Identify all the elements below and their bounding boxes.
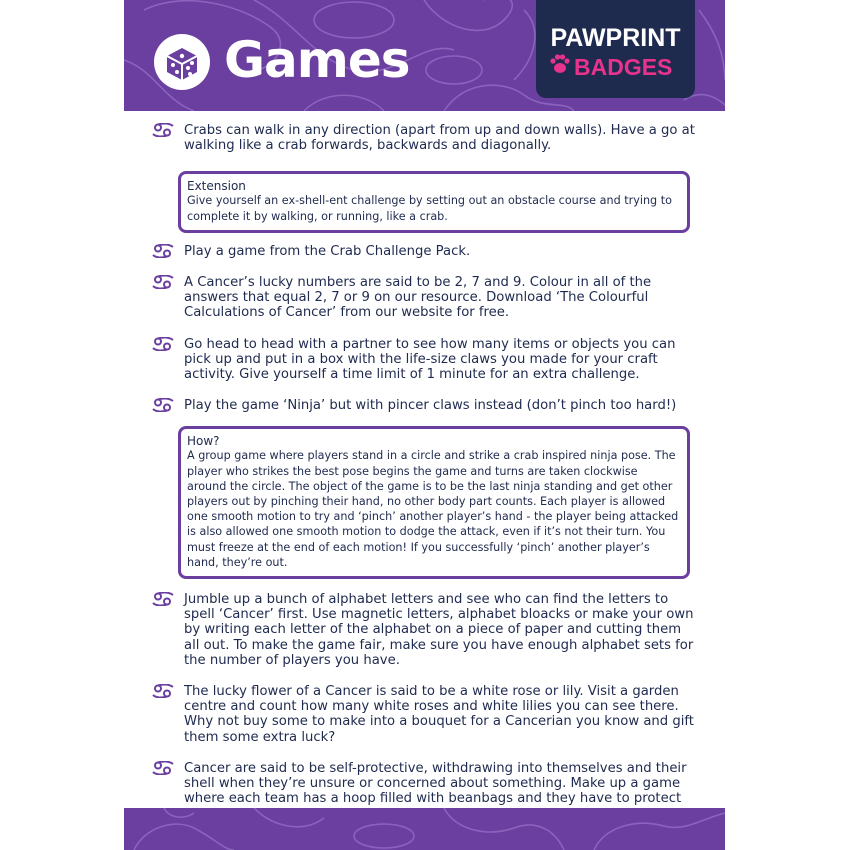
item-text: A Cancer’s lucky numbers are said to be 2, 7 and 9. Colour in all of the answers that equal 2, 7 or 9 on our resource. Download ‘The Colourful Calculations of Cancer’ from our website for free.	[184, 275, 652, 321]
brand-name-top: PAWPRINT	[550, 24, 681, 52]
cancer-symbol-icon	[152, 123, 174, 137]
cancer-symbol-icon	[152, 398, 174, 412]
list-item	[152, 337, 700, 383]
crab-pattern-decoration	[124, 808, 725, 850]
list-item	[152, 275, 700, 321]
list-item	[152, 398, 700, 413]
box-text: A group game where players stand in a circle and strike a crab inspired ninja pose. The player who strikes the best pose begins the game and turns are taken clockwise around the circle. The object of the game is to be the last ninja standing and get other players out by pinching their hand, no other body part counts. Each player is allowed one smooth motion to try and ‘pinch’ another player’s hand - the player being attacked is also allowed one smooth motion to dodge the attack, even if it’s not their turn. You must freeze at the end of each motion! If you successfully ‘pinch’ another player’s hand, they’re out.	[187, 449, 679, 569]
list-item	[152, 592, 700, 668]
paw-icon	[549, 53, 571, 75]
list-item	[152, 244, 700, 259]
dice-icon	[154, 34, 210, 90]
item-text: Crabs can walk in any direction (apart from up and down walls). Have a go at walking like a crab forwards, backwards and diagonally.	[184, 123, 695, 154]
extension-box	[178, 171, 690, 232]
how-to-play-box	[178, 426, 690, 579]
item-text: Go head to head with a partner to see how many items or objects you can pick up and put in a box with the life-size claws you made for your craft activity. Give yourself a time limit of 1 minute for an extra challenge.	[184, 336, 676, 383]
item-text: The lucky flower of a Cancer is said to be a white rose or lily. Visit a garden centre and count how many white roses and white lilies you can see there. Why not buy some to make into a bouquet for a Cancerian you know and gift them some extra luck?	[184, 684, 694, 745]
cancer-symbol-icon	[152, 337, 174, 351]
box-text: Give yourself an ex-shell-ent challenge by setting out an obstacle course and trying to complete it by walking, or running, like a crab.	[187, 194, 672, 223]
footer-banner	[124, 808, 725, 850]
box-heading: How?	[187, 434, 220, 449]
activity-list	[152, 123, 700, 822]
list-item	[152, 684, 700, 745]
list-item	[152, 123, 700, 153]
header-banner	[124, 0, 725, 111]
worksheet-page	[124, 0, 725, 850]
box-heading: Extension	[187, 179, 246, 194]
page-title: Games	[224, 31, 410, 89]
item-text: Cancer are said to be self-protective, withdrawing into themselves and their shell when they’re unsure or concerned about something. Make up a game where each team has a hoop filled with beanbags and they have to protect	[184, 760, 687, 807]
item-text: Jumble up a bunch of alphabet letters and see who can find the letters to spell ‘Cancer’ first. Use magnetic letters, alphabet bloacks or make your own by writing each letter of the alphabet on a piece of paper and cutting them all out. To make the game fair, make sure you have enough alphabet sets for the number of players you have.	[184, 592, 694, 668]
cancer-symbol-icon	[152, 244, 174, 258]
cancer-symbol-icon	[152, 275, 174, 289]
cancer-symbol-icon	[152, 592, 174, 606]
cancer-symbol-icon	[152, 761, 174, 775]
brand-name-bottom: BADGES	[574, 54, 673, 80]
cancer-symbol-icon	[152, 684, 174, 698]
item-text: Play a game from the Crab Challenge Pack.	[184, 243, 471, 259]
item-text: Play the game ‘Ninja’ but with pincer claws instead (don’t pinch too hard!)	[184, 398, 677, 414]
pawprint-badges-logo	[536, 0, 695, 98]
